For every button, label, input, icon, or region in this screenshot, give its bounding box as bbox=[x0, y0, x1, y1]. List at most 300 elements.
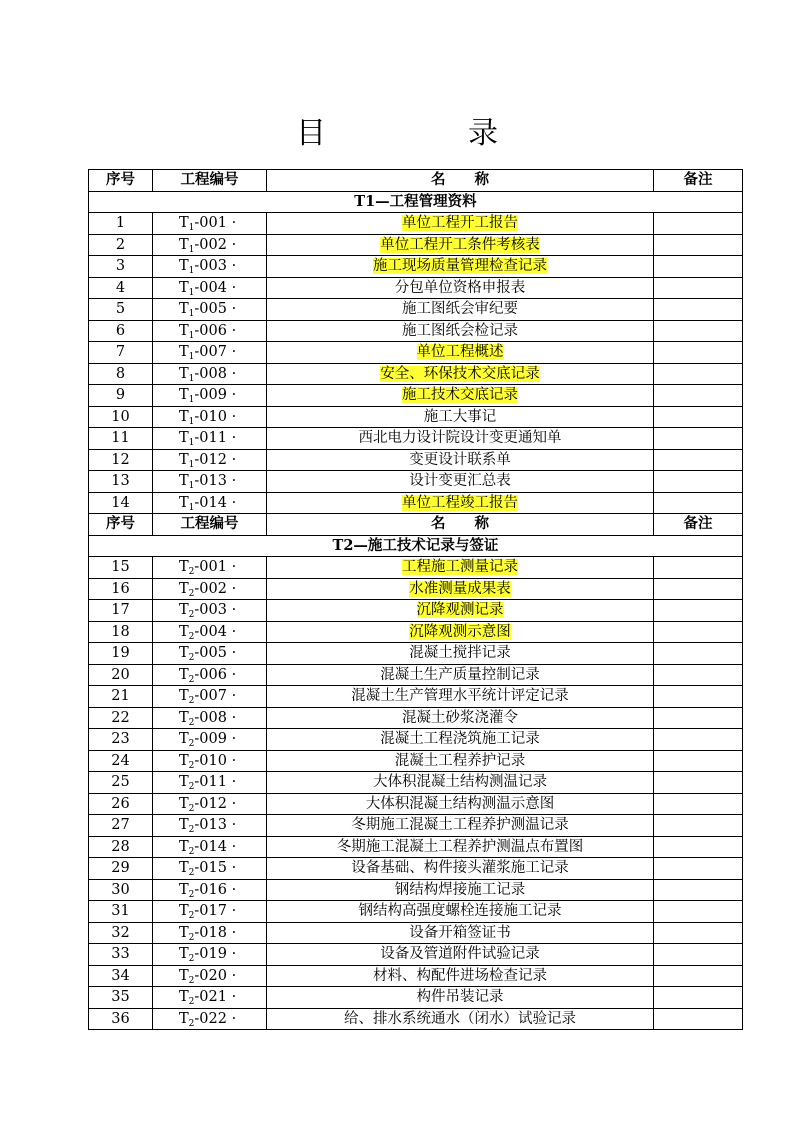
row-name-cell bbox=[267, 987, 654, 1009]
code-subscript: 2 bbox=[188, 975, 195, 986]
row-name: 变更设计联系单 bbox=[409, 451, 511, 468]
row-code bbox=[153, 772, 267, 794]
code-subscript: 1 bbox=[188, 309, 195, 320]
row-number: 8 bbox=[89, 363, 153, 385]
row-number: 30 bbox=[89, 879, 153, 901]
row-number: 14 bbox=[89, 492, 153, 514]
code-subscript: 2 bbox=[188, 868, 195, 879]
row-remark bbox=[654, 987, 743, 1009]
row-name: 安全、环保技术交底记录 bbox=[380, 365, 540, 382]
row-name: 水准测量成果表 bbox=[409, 580, 511, 597]
code-subscript: 2 bbox=[188, 889, 195, 900]
code-subscript: 2 bbox=[188, 717, 195, 728]
row-name-cell bbox=[267, 793, 654, 815]
code-number: -004 · bbox=[194, 623, 237, 640]
row-code bbox=[153, 363, 267, 385]
code-number: -016 · bbox=[194, 881, 237, 898]
row-name-cell bbox=[267, 385, 654, 407]
row-number: 26 bbox=[89, 793, 153, 815]
code-prefix: T bbox=[179, 752, 189, 769]
code-number: -003 · bbox=[194, 602, 237, 619]
row-number: 7 bbox=[89, 342, 153, 364]
row-remark bbox=[654, 965, 743, 987]
row-number: 11 bbox=[89, 428, 153, 450]
row-name: 设计变更汇总表 bbox=[409, 473, 511, 490]
row-code bbox=[153, 965, 267, 987]
row-number: 31 bbox=[89, 901, 153, 923]
toc-table bbox=[88, 169, 743, 1030]
table-row bbox=[89, 342, 743, 364]
row-code bbox=[153, 836, 267, 858]
table-row bbox=[89, 578, 743, 600]
row-number: 28 bbox=[89, 836, 153, 858]
table-row bbox=[89, 922, 743, 944]
row-code bbox=[153, 750, 267, 772]
code-number: -008 · bbox=[194, 709, 237, 726]
row-name: 混凝土工程养护记录 bbox=[394, 752, 526, 769]
row-number: 9 bbox=[89, 385, 153, 407]
code-subscript: 1 bbox=[188, 416, 195, 427]
row-name: 设备及管道附件试验记录 bbox=[380, 946, 540, 963]
row-name-cell bbox=[267, 600, 654, 622]
table-row bbox=[89, 879, 743, 901]
row-name-cell bbox=[267, 707, 654, 729]
row-name: 给、排水系统通水（闭水）试验记录 bbox=[344, 1010, 576, 1027]
table-row bbox=[89, 707, 743, 729]
code-prefix: T bbox=[179, 408, 189, 425]
table-row bbox=[89, 363, 743, 385]
header-remark: 备注 bbox=[654, 514, 743, 536]
row-name: 钢结构高强度螺栓连接施工记录 bbox=[358, 903, 562, 920]
row-name: 沉降观测记录 bbox=[416, 602, 504, 619]
row-name: 单位工程开工条件考核表 bbox=[380, 236, 540, 253]
row-number: 19 bbox=[89, 643, 153, 665]
row-remark bbox=[654, 299, 743, 321]
row-name: 工程施工测量记录 bbox=[402, 559, 518, 576]
row-number: 4 bbox=[89, 277, 153, 299]
code-prefix: T bbox=[179, 473, 189, 490]
row-name-cell bbox=[267, 901, 654, 923]
row-number: 34 bbox=[89, 965, 153, 987]
code-number: -019 · bbox=[194, 946, 237, 963]
table-row bbox=[89, 299, 743, 321]
row-name: 沉降观测示意图 bbox=[409, 623, 511, 640]
code-subscript: 2 bbox=[188, 567, 195, 578]
row-remark bbox=[654, 557, 743, 579]
row-remark bbox=[654, 492, 743, 514]
row-remark bbox=[654, 320, 743, 342]
row-name: 冬期施工混凝土工程养护测温点布置图 bbox=[336, 838, 584, 855]
code-number: -017 · bbox=[194, 903, 237, 920]
table-row bbox=[89, 213, 743, 235]
row-code bbox=[153, 471, 267, 493]
row-name-cell bbox=[267, 406, 654, 428]
row-number: 36 bbox=[89, 1008, 153, 1030]
row-name-cell bbox=[267, 944, 654, 966]
code-number: -012 · bbox=[194, 795, 237, 812]
code-number: -007 · bbox=[194, 688, 237, 705]
row-name-cell bbox=[267, 750, 654, 772]
row-code bbox=[153, 729, 267, 751]
code-prefix: T bbox=[179, 494, 189, 511]
row-name-cell bbox=[267, 879, 654, 901]
row-name-cell bbox=[267, 578, 654, 600]
row-number: 17 bbox=[89, 600, 153, 622]
section-title-row bbox=[89, 191, 743, 213]
row-code bbox=[153, 901, 267, 923]
row-name-cell bbox=[267, 428, 654, 450]
code-number: -011 · bbox=[194, 430, 237, 447]
row-remark bbox=[654, 363, 743, 385]
row-number: 22 bbox=[89, 707, 153, 729]
row-remark bbox=[654, 858, 743, 880]
row-code bbox=[153, 406, 267, 428]
row-number: 5 bbox=[89, 299, 153, 321]
code-prefix: T bbox=[179, 881, 189, 898]
code-prefix: T bbox=[179, 580, 189, 597]
table-row bbox=[89, 492, 743, 514]
code-prefix: T bbox=[179, 731, 189, 748]
table-row bbox=[89, 1008, 743, 1030]
row-code bbox=[153, 256, 267, 278]
row-remark bbox=[654, 600, 743, 622]
code-prefix: T bbox=[179, 1010, 189, 1027]
row-number: 10 bbox=[89, 406, 153, 428]
header-code: 工程编号 bbox=[153, 514, 267, 536]
row-number: 2 bbox=[89, 234, 153, 256]
code-number: -006 · bbox=[194, 322, 237, 339]
table-row bbox=[89, 385, 743, 407]
row-remark bbox=[654, 256, 743, 278]
row-code bbox=[153, 557, 267, 579]
row-name: 单位工程开工报告 bbox=[402, 215, 518, 232]
row-name-cell bbox=[267, 772, 654, 794]
code-prefix: T bbox=[179, 365, 189, 382]
row-number: 24 bbox=[89, 750, 153, 772]
code-prefix: T bbox=[179, 989, 189, 1006]
row-remark bbox=[654, 449, 743, 471]
row-code bbox=[153, 987, 267, 1009]
header-name: 名 称 bbox=[267, 514, 654, 536]
code-subscript: 2 bbox=[188, 1018, 195, 1029]
table-row bbox=[89, 234, 743, 256]
row-code bbox=[153, 213, 267, 235]
row-code bbox=[153, 449, 267, 471]
row-number: 16 bbox=[89, 578, 153, 600]
row-name: 施工图纸会审纪要 bbox=[402, 301, 518, 318]
code-subscript: 1 bbox=[188, 287, 195, 298]
table-row bbox=[89, 901, 743, 923]
code-subscript: 1 bbox=[188, 502, 195, 513]
code-subscript: 2 bbox=[188, 911, 195, 922]
row-number: 23 bbox=[89, 729, 153, 751]
row-code bbox=[153, 492, 267, 514]
row-name-cell bbox=[267, 621, 654, 643]
code-number: -006 · bbox=[194, 666, 237, 683]
code-subscript: 1 bbox=[188, 459, 195, 470]
code-prefix: T bbox=[179, 344, 189, 361]
row-number: 20 bbox=[89, 664, 153, 686]
row-code bbox=[153, 686, 267, 708]
row-remark bbox=[654, 428, 743, 450]
code-subscript: 2 bbox=[188, 954, 195, 965]
code-prefix: T bbox=[179, 301, 189, 318]
row-code bbox=[153, 428, 267, 450]
row-remark bbox=[654, 879, 743, 901]
code-subscript: 2 bbox=[188, 760, 195, 771]
code-prefix: T bbox=[179, 860, 189, 877]
code-number: -001 · bbox=[194, 559, 237, 576]
row-number: 21 bbox=[89, 686, 153, 708]
row-remark bbox=[654, 815, 743, 837]
row-remark bbox=[654, 686, 743, 708]
header-row bbox=[89, 170, 743, 192]
row-code bbox=[153, 707, 267, 729]
row-remark bbox=[654, 277, 743, 299]
row-remark bbox=[654, 922, 743, 944]
table-row bbox=[89, 256, 743, 278]
code-subscript: 1 bbox=[188, 223, 195, 234]
header-remark: 备注 bbox=[654, 170, 743, 192]
code-prefix: T bbox=[179, 623, 189, 640]
code-prefix: T bbox=[179, 666, 189, 683]
code-number: -014 · bbox=[194, 838, 237, 855]
code-number: -015 · bbox=[194, 860, 237, 877]
row-name-cell bbox=[267, 664, 654, 686]
code-number: -007 · bbox=[194, 344, 237, 361]
row-name: 冬期施工混凝土工程养护测温记录 bbox=[351, 817, 569, 834]
table-row bbox=[89, 406, 743, 428]
row-name: 施工图纸会检记录 bbox=[402, 322, 518, 339]
row-name: 材料、构配件进场检查记录 bbox=[373, 967, 547, 984]
table-row bbox=[89, 858, 743, 880]
row-name: 单位工程概述 bbox=[416, 344, 504, 361]
row-remark bbox=[654, 772, 743, 794]
code-number: -021 · bbox=[194, 989, 237, 1006]
code-subscript: 2 bbox=[188, 653, 195, 664]
row-name-cell bbox=[267, 320, 654, 342]
code-number: -013 · bbox=[194, 817, 237, 834]
row-code bbox=[153, 385, 267, 407]
row-number: 6 bbox=[89, 320, 153, 342]
row-remark bbox=[654, 621, 743, 643]
row-number: 29 bbox=[89, 858, 153, 880]
row-name: 西北电力设计院设计变更通知单 bbox=[358, 430, 562, 447]
row-remark bbox=[654, 944, 743, 966]
table-row bbox=[89, 944, 743, 966]
code-prefix: T bbox=[179, 236, 189, 253]
row-name-cell bbox=[267, 815, 654, 837]
row-name-cell bbox=[267, 213, 654, 235]
code-number: -011 · bbox=[194, 774, 237, 791]
code-number: -002 · bbox=[194, 580, 237, 597]
code-prefix: T bbox=[179, 430, 189, 447]
code-number: -014 · bbox=[194, 494, 237, 511]
code-subscript: 2 bbox=[188, 588, 195, 599]
row-number: 12 bbox=[89, 449, 153, 471]
code-prefix: T bbox=[179, 387, 189, 404]
code-subscript: 1 bbox=[188, 373, 195, 384]
row-number: 33 bbox=[89, 944, 153, 966]
row-code bbox=[153, 879, 267, 901]
code-prefix: T bbox=[179, 322, 189, 339]
code-prefix: T bbox=[179, 709, 189, 726]
row-name: 设备开箱签证书 bbox=[409, 924, 511, 941]
row-name: 施工现场质量管理检查记录 bbox=[373, 258, 547, 275]
code-subscript: 1 bbox=[188, 244, 195, 255]
row-name: 大体积混凝土结构测温示意图 bbox=[365, 795, 555, 812]
code-subscript: 2 bbox=[188, 932, 195, 943]
code-subscript: 1 bbox=[188, 352, 195, 363]
row-code bbox=[153, 643, 267, 665]
row-code bbox=[153, 299, 267, 321]
row-code bbox=[153, 234, 267, 256]
row-code bbox=[153, 320, 267, 342]
code-number: -012 · bbox=[194, 451, 237, 468]
row-name-cell bbox=[267, 686, 654, 708]
table-row bbox=[89, 686, 743, 708]
code-subscript: 2 bbox=[188, 631, 195, 642]
row-remark bbox=[654, 234, 743, 256]
code-subscript: 2 bbox=[188, 846, 195, 857]
row-name: 混凝土砂浆浇灌令 bbox=[402, 709, 518, 726]
code-prefix: T bbox=[179, 903, 189, 920]
code-number: -002 · bbox=[194, 236, 237, 253]
row-name: 施工技术交底记录 bbox=[402, 387, 518, 404]
table-row bbox=[89, 772, 743, 794]
code-prefix: T bbox=[179, 774, 189, 791]
table-row bbox=[89, 836, 743, 858]
row-code bbox=[153, 342, 267, 364]
code-number: -010 · bbox=[194, 752, 237, 769]
table-row bbox=[89, 664, 743, 686]
row-code bbox=[153, 944, 267, 966]
code-prefix: T bbox=[179, 795, 189, 812]
table-row bbox=[89, 320, 743, 342]
row-name-cell bbox=[267, 1008, 654, 1030]
row-code bbox=[153, 664, 267, 686]
code-subscript: 2 bbox=[188, 696, 195, 707]
code-prefix: T bbox=[179, 215, 189, 232]
code-prefix: T bbox=[179, 688, 189, 705]
code-number: -001 · bbox=[194, 215, 237, 232]
row-remark bbox=[654, 793, 743, 815]
row-code bbox=[153, 815, 267, 837]
row-name-cell bbox=[267, 363, 654, 385]
row-remark bbox=[654, 1008, 743, 1030]
row-code bbox=[153, 793, 267, 815]
row-code bbox=[153, 858, 267, 880]
row-name-cell bbox=[267, 836, 654, 858]
row-name-cell bbox=[267, 449, 654, 471]
row-remark bbox=[654, 213, 743, 235]
code-prefix: T bbox=[179, 451, 189, 468]
code-number: -003 · bbox=[194, 258, 237, 275]
code-subscript: 1 bbox=[188, 395, 195, 406]
header-row bbox=[89, 514, 743, 536]
row-name: 混凝土生产管理水平统计评定记录 bbox=[351, 688, 569, 705]
row-code bbox=[153, 1008, 267, 1030]
header-no: 序号 bbox=[89, 514, 153, 536]
code-prefix: T bbox=[179, 645, 189, 662]
row-name-cell bbox=[267, 234, 654, 256]
row-number: 1 bbox=[89, 213, 153, 235]
row-remark bbox=[654, 342, 743, 364]
code-subscript: 2 bbox=[188, 739, 195, 750]
code-number: -009 · bbox=[194, 387, 237, 404]
row-remark bbox=[654, 729, 743, 751]
code-prefix: T bbox=[179, 602, 189, 619]
row-code bbox=[153, 578, 267, 600]
row-name: 混凝土工程浇筑施工记录 bbox=[380, 731, 540, 748]
row-name-cell bbox=[267, 492, 654, 514]
code-prefix: T bbox=[179, 279, 189, 296]
code-subscript: 2 bbox=[188, 803, 195, 814]
row-name-cell bbox=[267, 471, 654, 493]
row-number: 25 bbox=[89, 772, 153, 794]
table-row bbox=[89, 471, 743, 493]
code-number: -018 · bbox=[194, 924, 237, 941]
code-prefix: T bbox=[179, 946, 189, 963]
code-subscript: 1 bbox=[188, 330, 195, 341]
row-name-cell bbox=[267, 256, 654, 278]
code-number: -009 · bbox=[194, 731, 237, 748]
table-row bbox=[89, 428, 743, 450]
row-remark bbox=[654, 664, 743, 686]
code-subscript: 1 bbox=[188, 266, 195, 277]
table-row bbox=[89, 621, 743, 643]
code-number: -013 · bbox=[194, 473, 237, 490]
code-number: -008 · bbox=[194, 365, 237, 382]
code-number: -020 · bbox=[194, 967, 237, 984]
row-name-cell bbox=[267, 643, 654, 665]
row-remark bbox=[654, 406, 743, 428]
row-name-cell bbox=[267, 277, 654, 299]
code-number: -005 · bbox=[194, 301, 237, 318]
code-subscript: 1 bbox=[188, 438, 195, 449]
row-name: 单位工程竣工报告 bbox=[402, 494, 518, 511]
row-number: 18 bbox=[89, 621, 153, 643]
row-remark bbox=[654, 707, 743, 729]
row-code bbox=[153, 621, 267, 643]
header-no: 序号 bbox=[89, 170, 153, 192]
table-row bbox=[89, 987, 743, 1009]
row-name: 混凝土生产质量控制记录 bbox=[380, 666, 540, 683]
header-name: 名 称 bbox=[267, 170, 654, 192]
row-number: 3 bbox=[89, 256, 153, 278]
code-subscript: 2 bbox=[188, 825, 195, 836]
row-name: 大体积混凝土结构测温记录 bbox=[373, 774, 547, 791]
row-number: 27 bbox=[89, 815, 153, 837]
row-name: 构件吊装记录 bbox=[416, 989, 504, 1006]
row-remark bbox=[654, 385, 743, 407]
code-subscript: 2 bbox=[188, 674, 195, 685]
table-row bbox=[89, 793, 743, 815]
row-name: 混凝土搅拌记录 bbox=[409, 645, 511, 662]
row-code bbox=[153, 600, 267, 622]
row-number: 15 bbox=[89, 557, 153, 579]
code-number: -022 · bbox=[194, 1010, 237, 1027]
table-row bbox=[89, 557, 743, 579]
header-code: 工程编号 bbox=[153, 170, 267, 192]
row-name-cell bbox=[267, 557, 654, 579]
row-remark bbox=[654, 750, 743, 772]
code-subscript: 2 bbox=[188, 782, 195, 793]
code-prefix: T bbox=[179, 838, 189, 855]
row-name-cell bbox=[267, 922, 654, 944]
row-remark bbox=[654, 471, 743, 493]
table-row bbox=[89, 277, 743, 299]
